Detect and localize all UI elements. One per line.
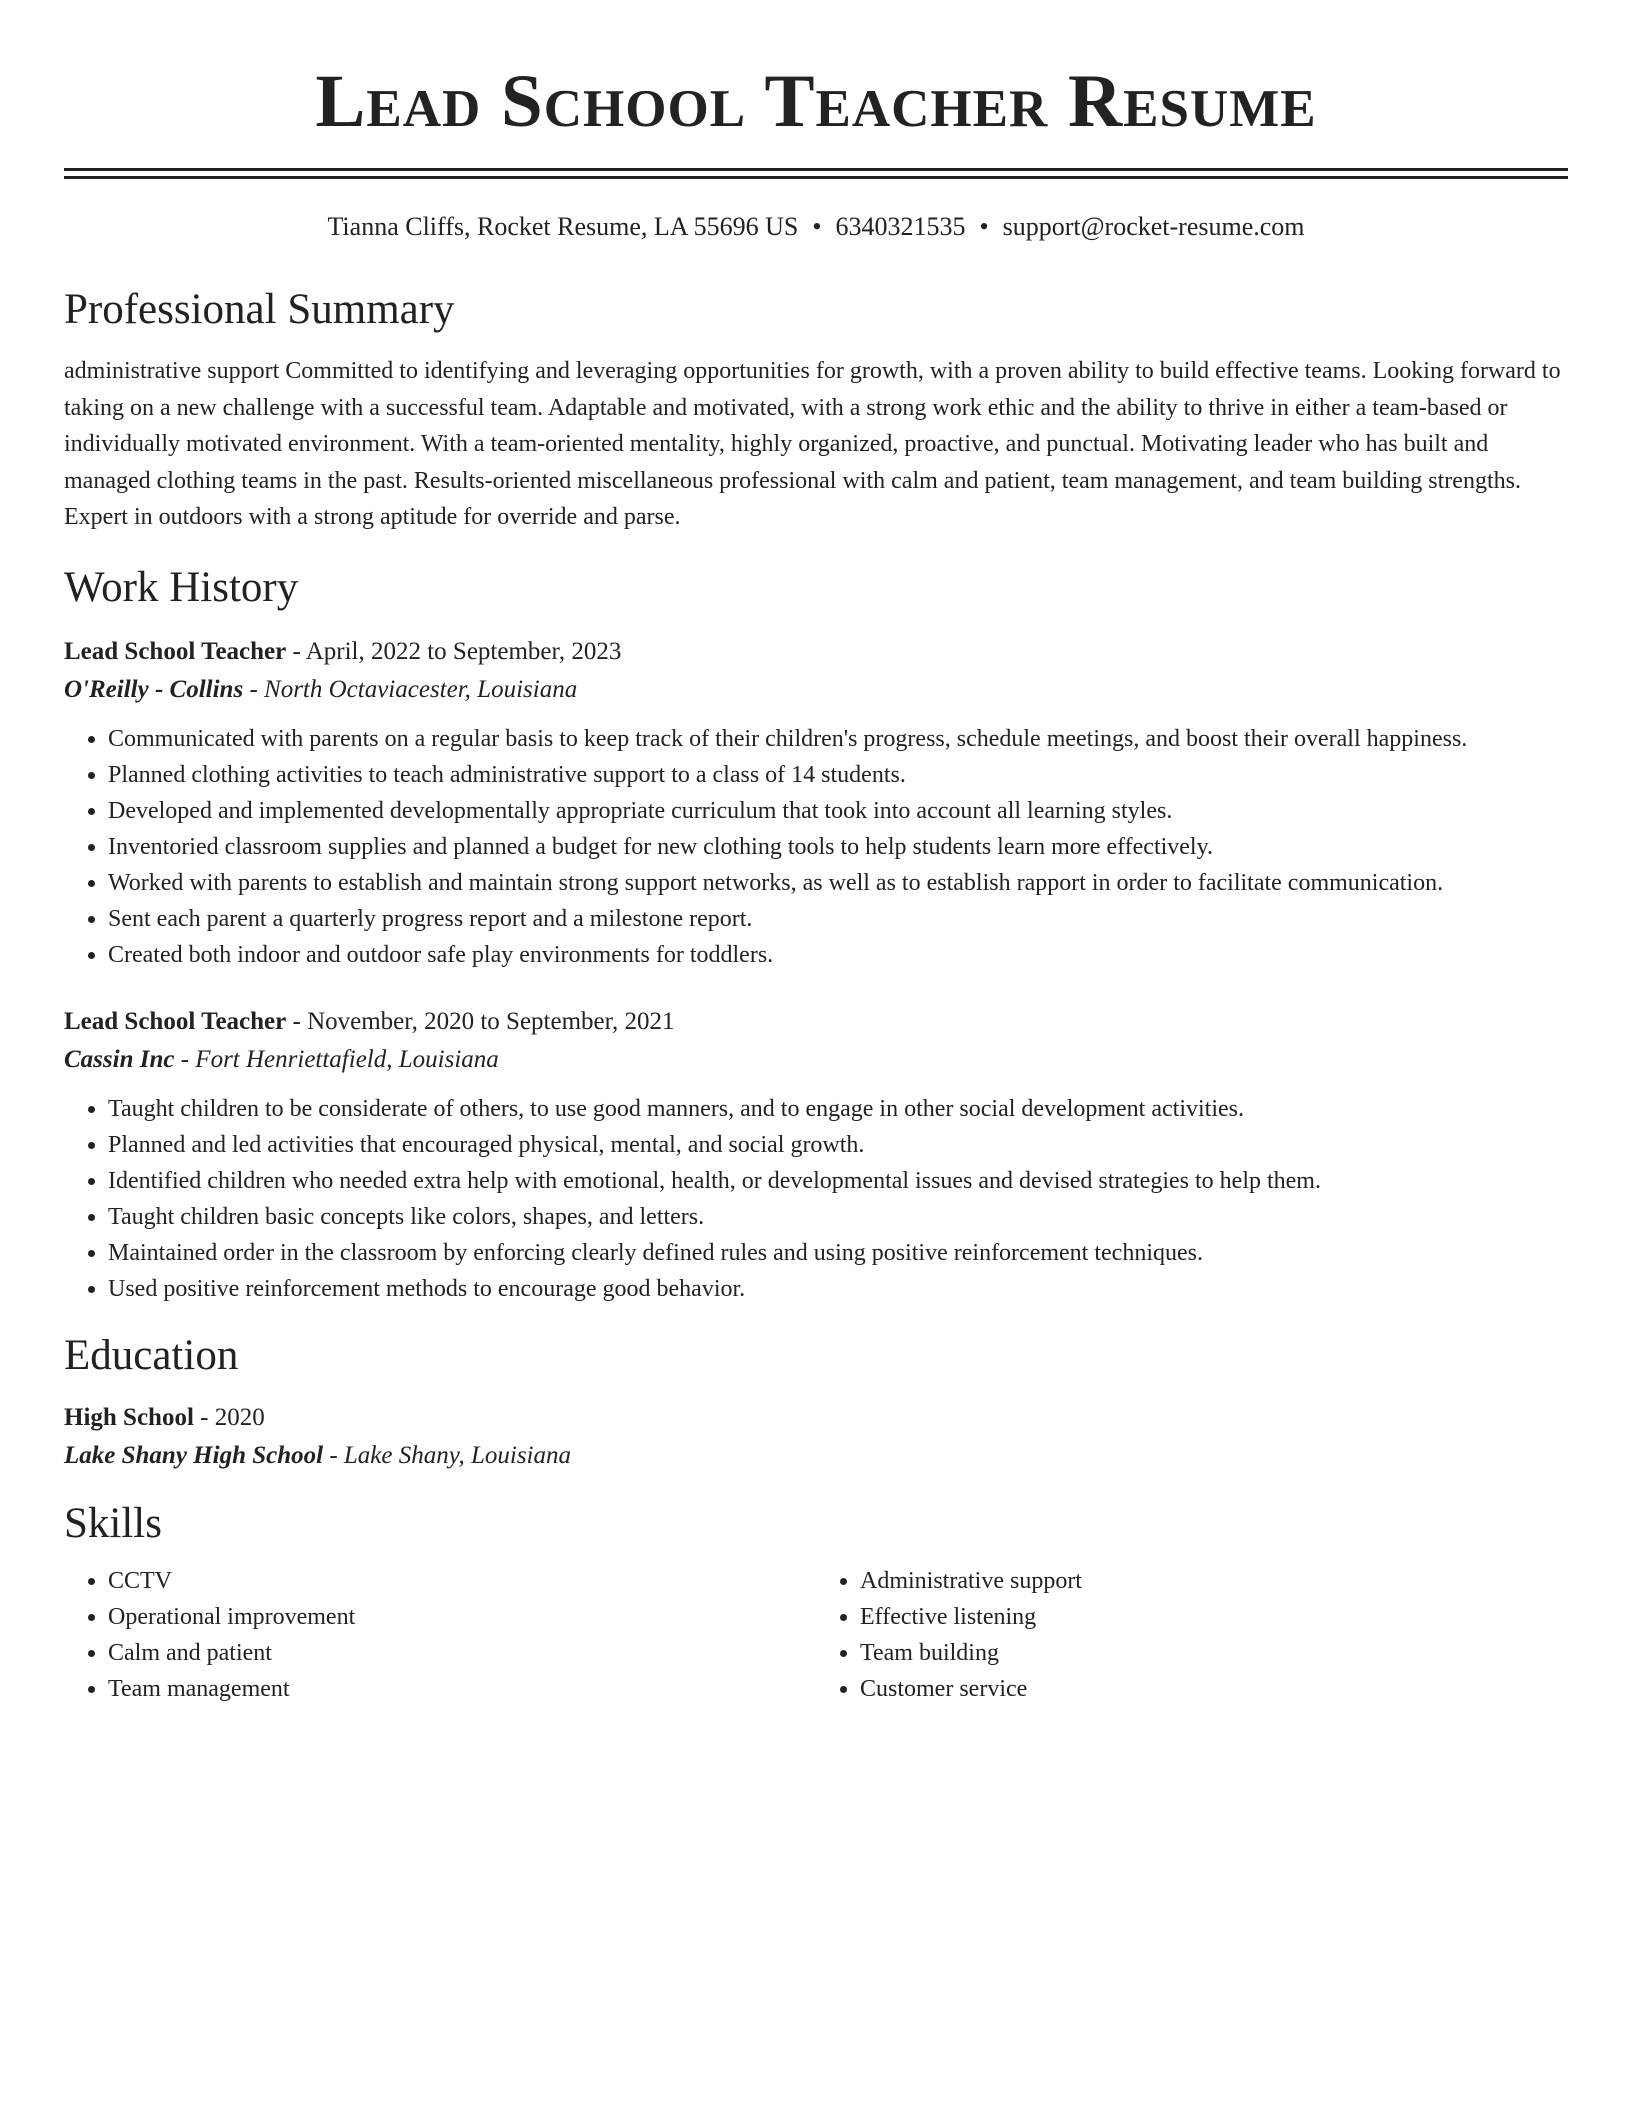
contact-separator: • (979, 212, 989, 241)
job-bullet: • Identified children who needed extra help with emotional, health, or developmental issues and devised strategies to help them. (108, 1163, 1568, 1199)
job-bullets (64, 1091, 1568, 1307)
job-bullet: • Taught children basic concepts like colors, shapes, and letters. (108, 1199, 1568, 1235)
skills-list-left (64, 1563, 816, 1707)
skill-item: • Administrative support (860, 1563, 1568, 1599)
education-heading: Education (64, 1331, 239, 1379)
school-name: Lake Shany High School (64, 1441, 324, 1469)
contact-email: support@rocket-resume.com (1002, 212, 1305, 241)
job-title: Lead School Teacher (64, 1007, 287, 1035)
skills-columns (64, 1563, 1568, 1707)
job-bullet: • Taught children to be considerate of others, to use good manners, and to engage in other social development activities. (108, 1091, 1568, 1127)
job-dates: November, 2020 to September, 2021 (307, 1007, 675, 1035)
contact-address: Tianna Cliffs, Rocket Resume, LA 55696 US (327, 212, 799, 241)
job-bullet: • Sent each parent a quarterly progress report and a milestone report. (108, 901, 1568, 937)
job-bullet: • Communicated with parents on a regular basis to keep track of their children's progress, schedule meetings, and boost their overall happiness. (108, 721, 1568, 757)
job-bullet: • Planned clothing activities to teach administrative support to a class of 14 students. (108, 757, 1568, 793)
job-title-line: Lead School Teacher - April, 2022 to September, 2023 (64, 637, 622, 665)
job-bullet: • Developed and implemented developmentally appropriate curriculum that took into account all learning styles. (108, 793, 1568, 829)
skills-list-right (816, 1563, 1568, 1707)
job-title: Lead School Teacher (64, 637, 287, 665)
skill-item: • Team building (860, 1635, 1568, 1671)
job-entry (64, 1003, 1568, 1307)
skills-heading: Skills (64, 1499, 162, 1547)
employer-line: O'Reilly - Collins - North Octaviacester, Louisiana (64, 675, 578, 703)
job-bullet: • Created both indoor and outdoor safe play environments for toddlers. (108, 937, 1568, 973)
job-dates: April, 2022 to September, 2023 (305, 637, 622, 665)
job-bullets (64, 721, 1568, 973)
skill-item: • Effective listening (860, 1599, 1568, 1635)
skill-item: • CCTV (108, 1563, 816, 1599)
education-entry (64, 1399, 1568, 1475)
job-bullet: • Maintained order in the classroom by enforcing clearly defined rules and using positive reinforcement techniques. (108, 1235, 1568, 1271)
skill-item: • Team management (108, 1671, 816, 1707)
job-bullet: • Inventoried classroom supplies and planned a budget for new clothing tools to help students learn more effectively. (108, 829, 1568, 865)
employer-line: Cassin Inc - Fort Henriettafield, Louisiana (64, 1045, 499, 1073)
skill-item: • Operational improvement (108, 1599, 816, 1635)
summary-text: administrative support Committed to identifying and leveraging opportunities for growth, with a proven ability to build effective teams. Looking forward to taking on a new challenge with a successful team. Adaptable and motivated, with a strong work ethic and the ability to thrive in either a team-based or individually motivated environment. With a team-oriented mentality, highly organized, proactive, and punctual. Motivating leader who has built and managed clothing teams in the past. Results-oriented miscellaneous professional with calm and patient, team management, and team building strengths. Expert in outdoors with a strong aptitude for override and parse. (64, 358, 1561, 530)
contact-separator: • (812, 212, 822, 241)
skill-item: • Customer service (860, 1671, 1568, 1707)
employer-location: North Octaviacester, Louisiana (264, 675, 578, 703)
job-bullet: • Worked with parents to establish and maintain strong support networks, as well as to establish rapport in order to facilitate communication. (108, 865, 1568, 901)
employer-location: Fort Henriettafield, Louisiana (195, 1045, 499, 1073)
work-history-heading: Work History (64, 563, 299, 611)
job-bullet: • Used positive reinforcement methods to encourage good behavior. (108, 1271, 1568, 1307)
degree-name: High School (64, 1403, 194, 1431)
school-line: Lake Shany High School - Lake Shany, Louisiana (64, 1441, 571, 1469)
contact-line (64, 211, 1568, 243)
degree-line: High School - 2020 (64, 1403, 265, 1431)
resume-title: Lead School Teacher Resume (315, 60, 1317, 143)
degree-year: 2020 (214, 1403, 265, 1431)
job-entry (64, 633, 1568, 973)
job-bullet: • Planned and led activities that encouraged physical, mental, and social growth. (108, 1127, 1568, 1163)
summary-heading: Professional Summary (64, 286, 455, 333)
title-double-rule (64, 168, 1568, 179)
employer-name: Cassin Inc (64, 1045, 175, 1073)
skill-item: • Calm and patient (108, 1635, 816, 1671)
school-location: Lake Shany, Louisiana (343, 1441, 571, 1469)
employer-name: O'Reilly - Collins (64, 675, 244, 703)
contact-phone: 6340321535 (835, 212, 966, 241)
job-title-line: Lead School Teacher - November, 2020 to September, 2021 (64, 1007, 675, 1035)
